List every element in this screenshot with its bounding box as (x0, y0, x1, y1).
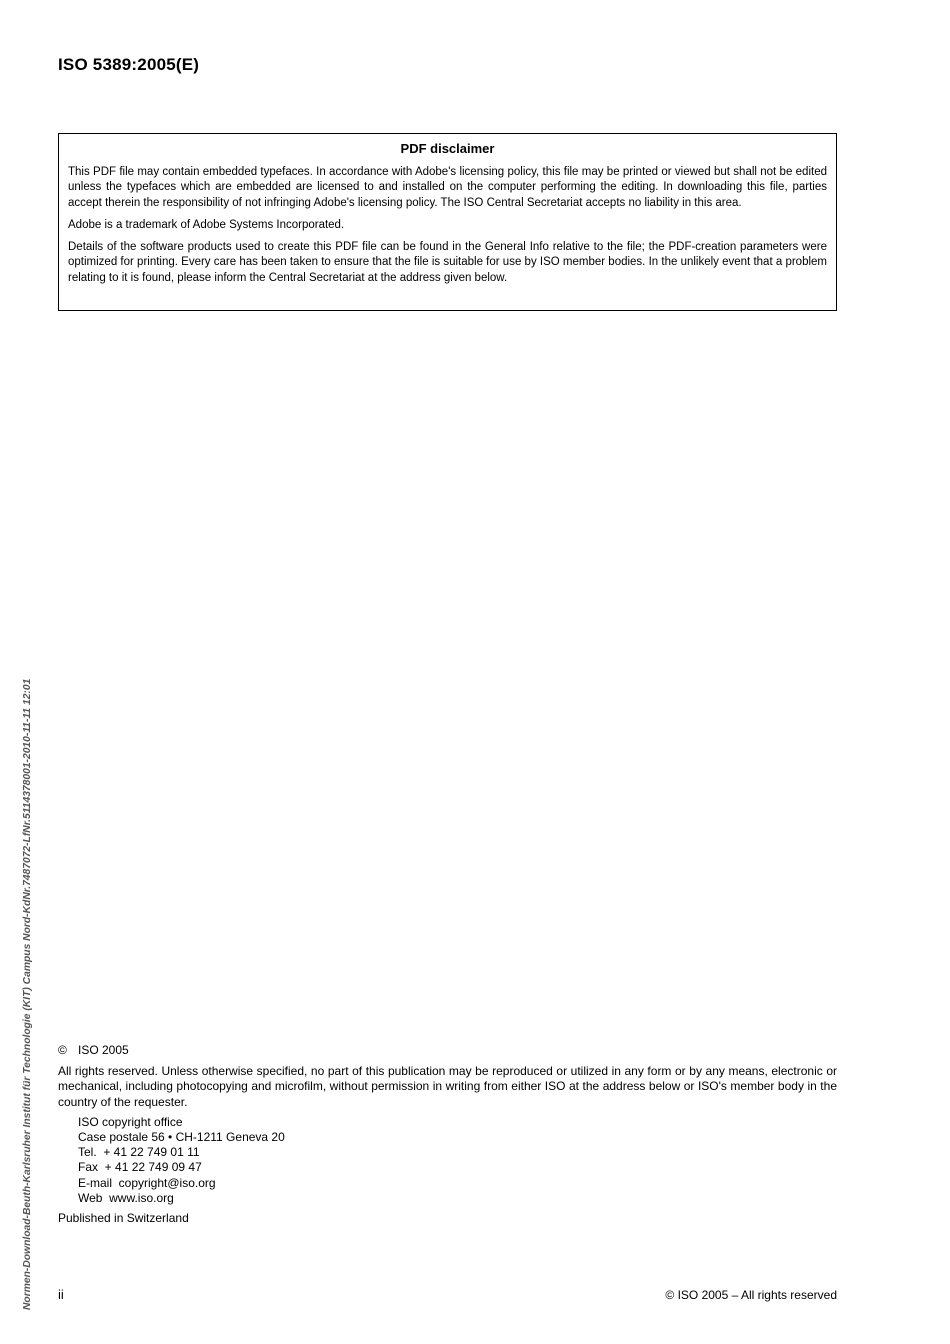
address-line-fax: Fax + 41 22 749 09 47 (78, 1160, 202, 1175)
address-line-postal: Case postale 56 • CH-1211 Geneva 20 (78, 1130, 285, 1145)
document-id-header: ISO 5389:2005(E) (58, 55, 200, 74)
disclaimer-paragraph-typefaces: This PDF file may contain embedded typefaces. In accordance with Adobe's licensing policy, this file may be printed or viewed but shall not be edited unless the typefaces which are embedded are licensed to and installed on the computer performing the editing. In downloading this file, parties accept therein the responsibility of not infringing Adobe's licensing policy. The ISO Central Secretariat accepts no liability in this area. (68, 166, 827, 209)
download-watermark: Normen-Download-Beuth-Karlsruher Institut für Technologie (KIT) Campus Nord-KdNr.7487072-LfNr.5114378001-2010-11-11 12:01 (22, 678, 33, 1310)
published-location: Published in Switzerland (58, 1211, 189, 1226)
disclaimer-paragraph-trademark: Adobe is a trademark of Adobe Systems Incorporated. (68, 218, 345, 231)
address-line-email: E-mail copyright@iso.org (78, 1175, 216, 1190)
disclaimer-paragraph-details: Details of the software products used to create this PDF file can be found in the General Info relative to the file; the PDF-creation parameters were optimized for printing. Every care has been taken to ensure that the file is suitable for use by ISO member bodies. In the unlikely event that a problem relating to it is found, please inform the Central Secretariat at the address given below. (68, 241, 827, 284)
page-number: ii (58, 1287, 64, 1302)
disclaimer-title: PDF disclaimer (400, 141, 495, 156)
address-line-tel: Tel. + 41 22 749 01 11 (78, 1145, 200, 1160)
copyright-year: ISO 2005 (78, 1043, 129, 1057)
footer-copyright: © ISO 2005 – All rights reserved (665, 1288, 837, 1302)
copyright-office-address (58, 1115, 837, 1206)
copyright-block (58, 1043, 837, 1226)
copyright-symbol: © (58, 1043, 67, 1057)
address-line-office: ISO copyright office (78, 1114, 183, 1129)
address-line-web: Web www.iso.org (78, 1190, 174, 1205)
copyright-notice (58, 1043, 837, 1058)
pdf-disclaimer-box (58, 133, 837, 311)
rights-statement: All rights reserved. Unless otherwise specified, no part of this publication may be reproduced or utilized in any form or by any means, electronic or mechanical, including photocopying and microfilm, without permission in writing from either ISO at the address below or ISO's member body in the country of the requester. (58, 1064, 837, 1109)
